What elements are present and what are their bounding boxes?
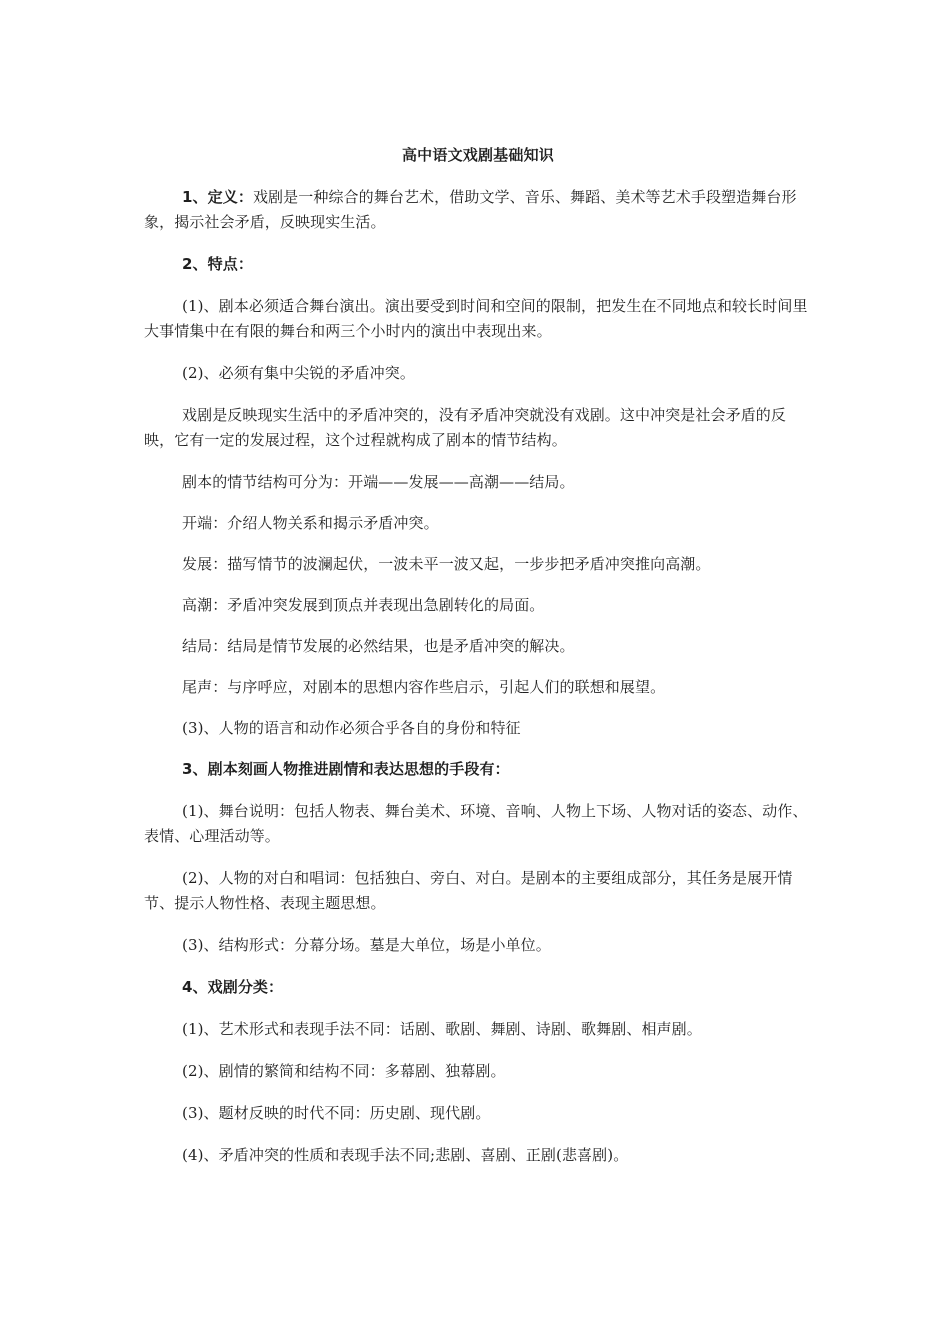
paragraph-lead: 1、定义： bbox=[182, 188, 253, 206]
heading-classification bbox=[144, 975, 812, 1000]
paragraph-class-1 bbox=[144, 1017, 812, 1042]
paragraph-text: (2)、必须有集中尖锐的矛盾冲突。 bbox=[182, 364, 415, 382]
paragraph-feature-3 bbox=[144, 716, 812, 741]
paragraph-text: (1)、剧本必须适合舞台演出。演出要受到时间和空间的限制，把发生在不同地点和较长时间里大事情集中在有限的舞台和两三个小时内的演出中表现出来。 bbox=[144, 297, 808, 340]
paragraph-text: 戏剧是一种综合的舞台艺术，借助文学、音乐、舞蹈、美术等艺术手段塑造舞台形象，揭示社会矛盾，反映现实生活。 bbox=[144, 188, 797, 231]
paragraph-lead: 4、戏剧分类： bbox=[182, 978, 284, 996]
paragraph-text: 发展：描写情节的波澜起伏，一波未平一波又起，一步步把矛盾冲突推向高潮。 bbox=[182, 555, 711, 573]
paragraph-epilogue bbox=[144, 675, 812, 700]
paragraph-text: 戏剧是反映现实生活中的矛盾冲突的，没有矛盾冲突就没有戏剧。这中冲突是社会矛盾的反映，它有一定的发展过程，这个过程就构成了剧本的情节结构。 bbox=[144, 406, 787, 449]
paragraph-text: (1)、艺术形式和表现手法不同：话剧、歌剧、舞剧、诗剧、歌舞剧、相声剧。 bbox=[182, 1020, 702, 1038]
paragraph-conflict bbox=[144, 403, 812, 453]
paragraph-text: 开端：介绍人物关系和揭示矛盾冲突。 bbox=[182, 514, 439, 532]
paragraph-ending bbox=[144, 634, 812, 659]
paragraph-climax bbox=[144, 593, 812, 618]
paragraph-feature-1 bbox=[144, 294, 812, 344]
paragraph-text: 结局：结局是情节发展的必然结果，也是矛盾冲突的解决。 bbox=[182, 637, 575, 655]
paragraph-text: (4)、矛盾冲突的性质和表现手法不同;悲剧、喜剧、正剧(悲喜剧)。 bbox=[182, 1146, 629, 1164]
paragraph-stage-directions bbox=[144, 799, 812, 849]
document-title: 高中语文戏剧基础知识 bbox=[401, 146, 554, 164]
paragraph-text: 剧本的情节结构可分为：开端——发展——高潮——结局。 bbox=[182, 473, 575, 491]
paragraph-dialogue bbox=[144, 866, 812, 916]
paragraph-text: (2)、剧情的繁简和结构不同：多幕剧、独幕剧。 bbox=[182, 1062, 506, 1080]
paragraph-text: (3)、人物的语言和动作必须合乎各自的身份和特征 bbox=[182, 719, 521, 737]
paragraph-definition bbox=[144, 185, 812, 235]
paragraph-lead: 2、特点： bbox=[182, 255, 253, 273]
paragraph-development bbox=[144, 552, 812, 577]
paragraph-text: (3)、题材反映的时代不同：历史剧、现代剧。 bbox=[182, 1104, 491, 1122]
paragraph-text: (1)、舞台说明：包括人物表、舞台美术、环境、音响、人物上下场、人物对话的姿态、动作、表情、心理活动等。 bbox=[144, 802, 808, 845]
paragraph-structure-form bbox=[144, 933, 812, 958]
paragraph-plot-structure bbox=[144, 470, 812, 495]
paragraph-opening bbox=[144, 511, 812, 536]
document-body bbox=[144, 143, 812, 1185]
paragraph-class-3 bbox=[144, 1101, 812, 1126]
paragraph-text: 尾声：与序呼应，对剧本的思想内容作些启示，引起人们的联想和展望。 bbox=[182, 678, 666, 696]
paragraph-class-2 bbox=[144, 1059, 812, 1084]
paragraph-text: (3)、结构形式：分幕分场。墓是大单位，场是小单位。 bbox=[182, 936, 551, 954]
paragraph-class-4 bbox=[144, 1143, 812, 1168]
heading-techniques bbox=[144, 757, 812, 782]
paragraph-feature-2 bbox=[144, 361, 812, 386]
heading-features bbox=[144, 252, 812, 277]
paragraph-lead: 3、剧本刻画人物推进剧情和表达思想的手段有： bbox=[182, 760, 510, 778]
paragraph-text: (2)、人物的对白和唱词：包括独白、旁白、对白。是剧本的主要组成部分，其任务是展开情节、提示人物性格、表现主题思想。 bbox=[144, 869, 793, 912]
paragraph-text: 高潮：矛盾冲突发展到顶点并表现出急剧转化的局面。 bbox=[182, 596, 545, 614]
